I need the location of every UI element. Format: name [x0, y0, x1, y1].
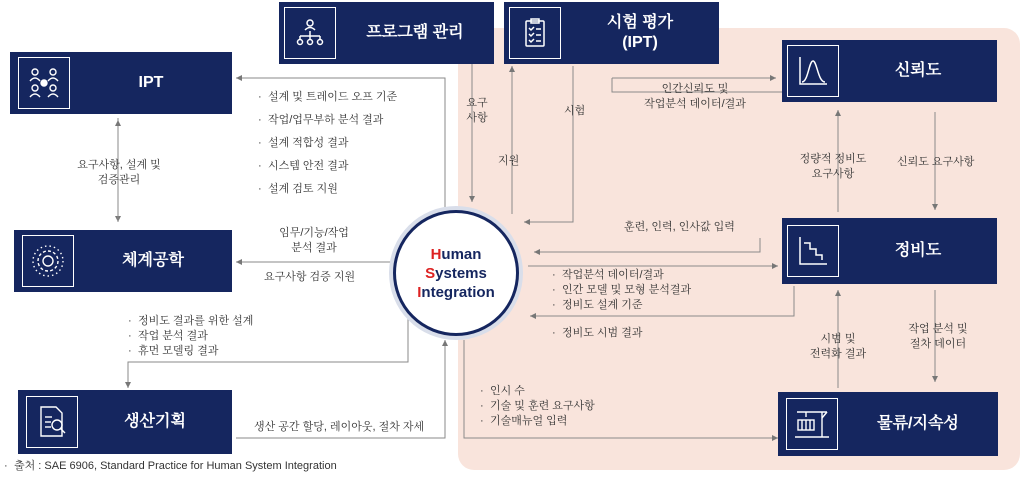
requirements-line2: 사항: [466, 112, 488, 124]
list-item: · 설계 적합성 결과: [258, 132, 397, 155]
list-item: · 시스템 안전 결과: [258, 155, 397, 178]
human-reliability-line2: 작업분석 데이터/결과: [644, 98, 746, 110]
org-chart-icon: [284, 7, 336, 59]
hsi-letter-s: S: [425, 264, 436, 282]
requirements-label: [462, 96, 492, 126]
logistics-label: 물류/지속성: [877, 415, 959, 432]
program-management-label: 프로그램 관리: [366, 24, 464, 41]
list-item: · 작업분석 데이터/결과: [552, 268, 691, 283]
test-evaluation-box: [504, 2, 719, 64]
maintainability-test-label: [552, 326, 643, 341]
test-evaluation-line1: 시험 평가: [606, 14, 674, 31]
mission-line2: 분석 결과: [291, 242, 337, 254]
list-item: · 인시 수: [480, 384, 595, 399]
hsi-line-systems: [425, 264, 487, 283]
production-planning-label: 생산기획: [124, 413, 186, 430]
ipt-label: IPT: [138, 74, 164, 91]
program-management-box: [279, 2, 494, 64]
maintainability-box: [782, 218, 997, 284]
quantitative-line2: 요구사항: [811, 168, 855, 180]
list-item: · 작업 분석 결과: [128, 329, 253, 344]
hsi-word-ystems: ystems: [435, 264, 487, 282]
hsi-word-ntegration: ntegration: [421, 283, 495, 301]
warehouse-crane-icon: [786, 398, 838, 450]
ipt-se-line1: 요구사항, 설계 및: [77, 159, 161, 171]
list-item: · 휴먼 모델링 결과: [128, 344, 253, 359]
test-label: 시험: [564, 105, 586, 117]
reliability-label: 신뢰도: [894, 62, 942, 79]
list-item: · 정비도 시범 결과: [552, 326, 643, 341]
training-input-label: 훈련, 인력, 인사값 입력: [624, 221, 735, 233]
logistics-box: [778, 392, 998, 456]
list-item: · 기술 및 훈련 요구사항: [480, 399, 595, 414]
list-item: · 정비도 설계 기준: [552, 298, 691, 313]
hsi-word-uman: uman: [441, 245, 482, 263]
mission-line1: 임무/기능/작업: [279, 227, 349, 239]
reliability-requirements-label: 신뢰도 요구사항: [897, 156, 975, 168]
document-magnifier-icon: [26, 396, 78, 448]
ipt-se-link-label: [64, 158, 174, 188]
trial-line2: 전력화 결과: [809, 348, 867, 360]
systems-engineering-box: [14, 230, 232, 292]
list-item: · 기술매뉴얼 입력: [480, 414, 595, 429]
ipt-se-line2: 검증관리: [97, 174, 141, 186]
quantitative-line1: 정량적 정비도: [799, 153, 867, 165]
support-label: 지원: [498, 155, 520, 167]
workproc-line1: 작업 분석 및: [908, 323, 968, 335]
work-procedure-label: [898, 322, 978, 352]
test-evaluation-label: [561, 13, 719, 53]
hsi-center-circle: [393, 210, 519, 336]
list-item: · 설계 검토 지원: [258, 178, 397, 201]
maintainability-label: 정비도: [894, 242, 942, 259]
requirements-line1: 요구: [466, 97, 488, 109]
requirements-verification-label: 요구사항 검증 지원: [264, 271, 356, 283]
systems-engineering-output-list: [128, 314, 253, 359]
mission-analysis-label: [262, 226, 366, 256]
list-item: · 작업/업무부하 분석 결과: [258, 109, 397, 132]
hsi-line-human: [431, 245, 482, 264]
gear-network-icon: [22, 235, 74, 287]
production-planning-box: [18, 390, 232, 454]
source-text: · 출처 : SAE 6906, Standard Practice for Human System Integration: [4, 459, 337, 474]
logistics-input-list: [480, 384, 595, 429]
team-icon: [18, 57, 70, 109]
trial-fielding-label: [800, 332, 876, 362]
list-item: · 설계 및 트레이드 오프 기준: [258, 86, 397, 109]
systems-engineering-label: 체계공학: [122, 252, 184, 269]
list-item: · 정비도 결과를 위한 설계: [128, 314, 253, 329]
hsi-letter-i: I: [417, 283, 422, 301]
human-reliability-label: [630, 82, 760, 112]
source-note: [4, 459, 337, 474]
ipt-box: [10, 52, 232, 114]
bell-curve-icon: [787, 45, 839, 97]
quantitative-maintainability-label: [790, 152, 876, 182]
step-chart-icon: [787, 225, 839, 277]
workproc-line2: 절차 데이터: [909, 338, 967, 350]
list-item: · 인간 모델 및 모형 분석결과: [552, 283, 691, 298]
test-evaluation-line2: (IPT): [622, 34, 658, 51]
hsi-line-integration: [417, 283, 495, 302]
production-link-label: 생산 공간 할당, 레이아웃, 절차 자세: [254, 421, 425, 433]
ipt-output-list: [258, 86, 397, 201]
trial-line1: 시범 및: [820, 333, 856, 345]
checklist-icon: [509, 7, 561, 59]
hsi-letter-h: H: [430, 245, 442, 263]
reliability-box: [782, 40, 997, 102]
human-reliability-line1: 인간신뢰도 및: [661, 83, 729, 95]
maintainability-input-list: [552, 268, 691, 313]
